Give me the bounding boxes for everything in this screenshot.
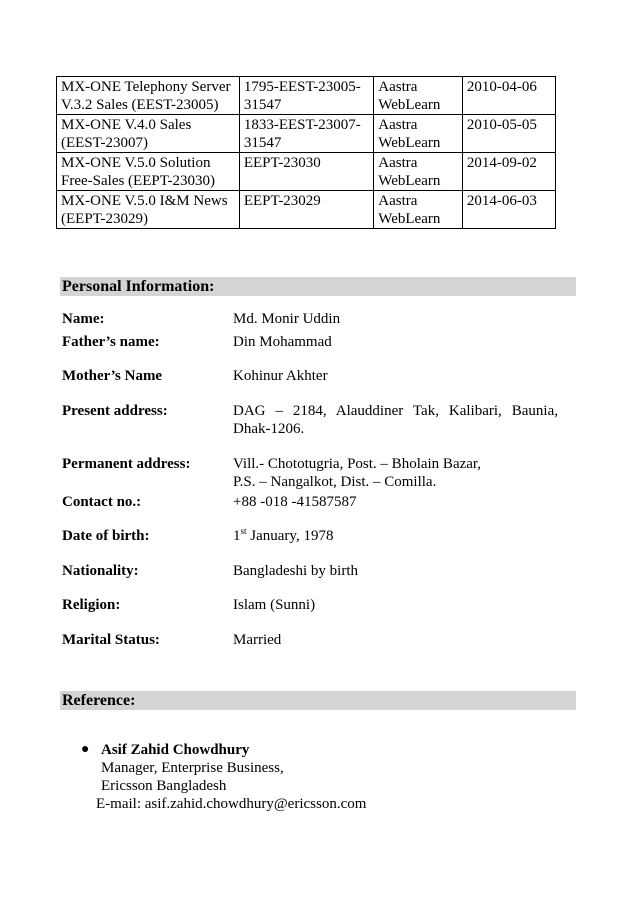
present-address-label: Present address: — [62, 403, 168, 419]
contact-label: Contact no.: — [62, 494, 142, 510]
course-date-line: 2014-06-03 — [466, 193, 537, 209]
course-title-line: (EEPT-23029) — [61, 211, 148, 227]
course-provider-line: WebLearn — [378, 211, 441, 227]
course-date-line: 2014-09-02 — [466, 155, 537, 171]
course-code-cell — [239, 77, 373, 115]
course-provider-line: Aastra — [378, 117, 418, 133]
course-code-line: 31547 — [243, 135, 282, 151]
course-date-cell — [462, 153, 555, 191]
mother-value: Kohinur Akhter — [233, 368, 328, 384]
dob-suffix: st — [240, 526, 247, 536]
table-row — [57, 153, 556, 191]
marital-value: Married — [233, 632, 282, 648]
nationality-value: Bangladeshi by birth — [233, 563, 358, 579]
course-provider-cell — [374, 77, 463, 115]
course-title-line: MX-ONE V.4.0 Sales — [61, 117, 192, 133]
course-date-cell — [462, 191, 555, 229]
reference-heading: Reference: — [60, 691, 576, 710]
course-provider-line: WebLearn — [378, 97, 441, 113]
dob-rest: January, 1978 — [246, 528, 334, 544]
dob-day: 1 — [233, 528, 241, 544]
name-value: Md. Monir Uddin — [233, 311, 341, 327]
course-provider-line: WebLearn — [378, 135, 441, 151]
religion-value: Islam (Sunni) — [233, 597, 316, 613]
course-title-line: MX-ONE Telephony Server — [61, 79, 231, 95]
table-row — [57, 191, 556, 229]
course-code-line: 31547 — [243, 97, 282, 113]
table-row — [57, 115, 556, 153]
course-provider-line: WebLearn — [378, 173, 441, 189]
course-code-line: EEPT-23030 — [243, 155, 321, 171]
nationality-label: Nationality: — [62, 563, 139, 579]
course-title-cell — [57, 77, 240, 115]
course-code-line: EEPT-23029 — [243, 193, 321, 209]
mother-label: Mother’s Name — [62, 368, 163, 384]
course-title-cell — [57, 191, 240, 229]
course-title-line: Free-Sales (EEPT-23030) — [61, 173, 215, 189]
name-label: Name: — [62, 311, 105, 327]
permanent-address-label: Permanent address: — [62, 456, 191, 472]
courses-table — [56, 76, 556, 229]
marital-label: Marital Status: — [62, 632, 160, 648]
reference-email: E-mail: asif.zahid.chowdhury@ericsson.com — [96, 796, 367, 812]
course-code-cell — [239, 191, 373, 229]
reference-title: Manager, Enterprise Business, — [101, 760, 284, 776]
dob-label: Date of birth: — [62, 528, 150, 544]
course-code-line: 1795-EEST-23005- — [243, 79, 361, 95]
course-provider-cell — [374, 191, 463, 229]
reference-name: Asif Zahid Chowdhury — [101, 742, 250, 758]
course-code-cell — [239, 115, 373, 153]
course-provider-line: Aastra — [378, 193, 418, 209]
religion-label: Religion: — [62, 597, 121, 613]
course-provider-cell — [374, 115, 463, 153]
course-code-cell — [239, 153, 373, 191]
course-title-line: MX-ONE V.5.0 Solution — [61, 155, 211, 171]
course-provider-cell — [374, 153, 463, 191]
course-title-cell — [57, 153, 240, 191]
course-provider-line: Aastra — [378, 79, 418, 95]
permanent-address-line2: P.S. – Nangalkot, Dist. – Comilla. — [233, 474, 437, 490]
father-value: Din Mohammad — [233, 334, 332, 350]
course-provider-line: Aastra — [378, 155, 418, 171]
course-code-line: 1833-EEST-23007- — [243, 117, 361, 133]
personal-info-heading: Personal Information: — [60, 277, 576, 296]
dob-value — [233, 527, 558, 545]
course-date-line: 2010-05-05 — [466, 117, 537, 133]
course-title-cell — [57, 115, 240, 153]
course-date-cell — [462, 77, 555, 115]
course-date-cell — [462, 115, 555, 153]
course-title-line: V.3.2 Sales (EEST-23005) — [61, 97, 219, 113]
father-label: Father’s name: — [62, 334, 160, 350]
contact-value: +88 -018 -41587587 — [233, 494, 357, 510]
course-title-line: MX-ONE V.5.0 I&M News — [61, 193, 228, 209]
present-address-value: DAG – 2184, Alauddiner Tak, Kalibari, Baunia, Dhak-1206. — [233, 403, 558, 437]
course-title-line: (EEST-23007) — [61, 135, 148, 151]
permanent-address-line1: Vill.- Chototugria, Post. – Bholain Bazar, — [233, 456, 482, 472]
course-date-line: 2010-04-06 — [466, 79, 537, 95]
reference-company: Ericsson Bangladesh — [101, 778, 227, 794]
bullet-icon: ● — [81, 742, 90, 757]
table-row — [57, 77, 556, 115]
